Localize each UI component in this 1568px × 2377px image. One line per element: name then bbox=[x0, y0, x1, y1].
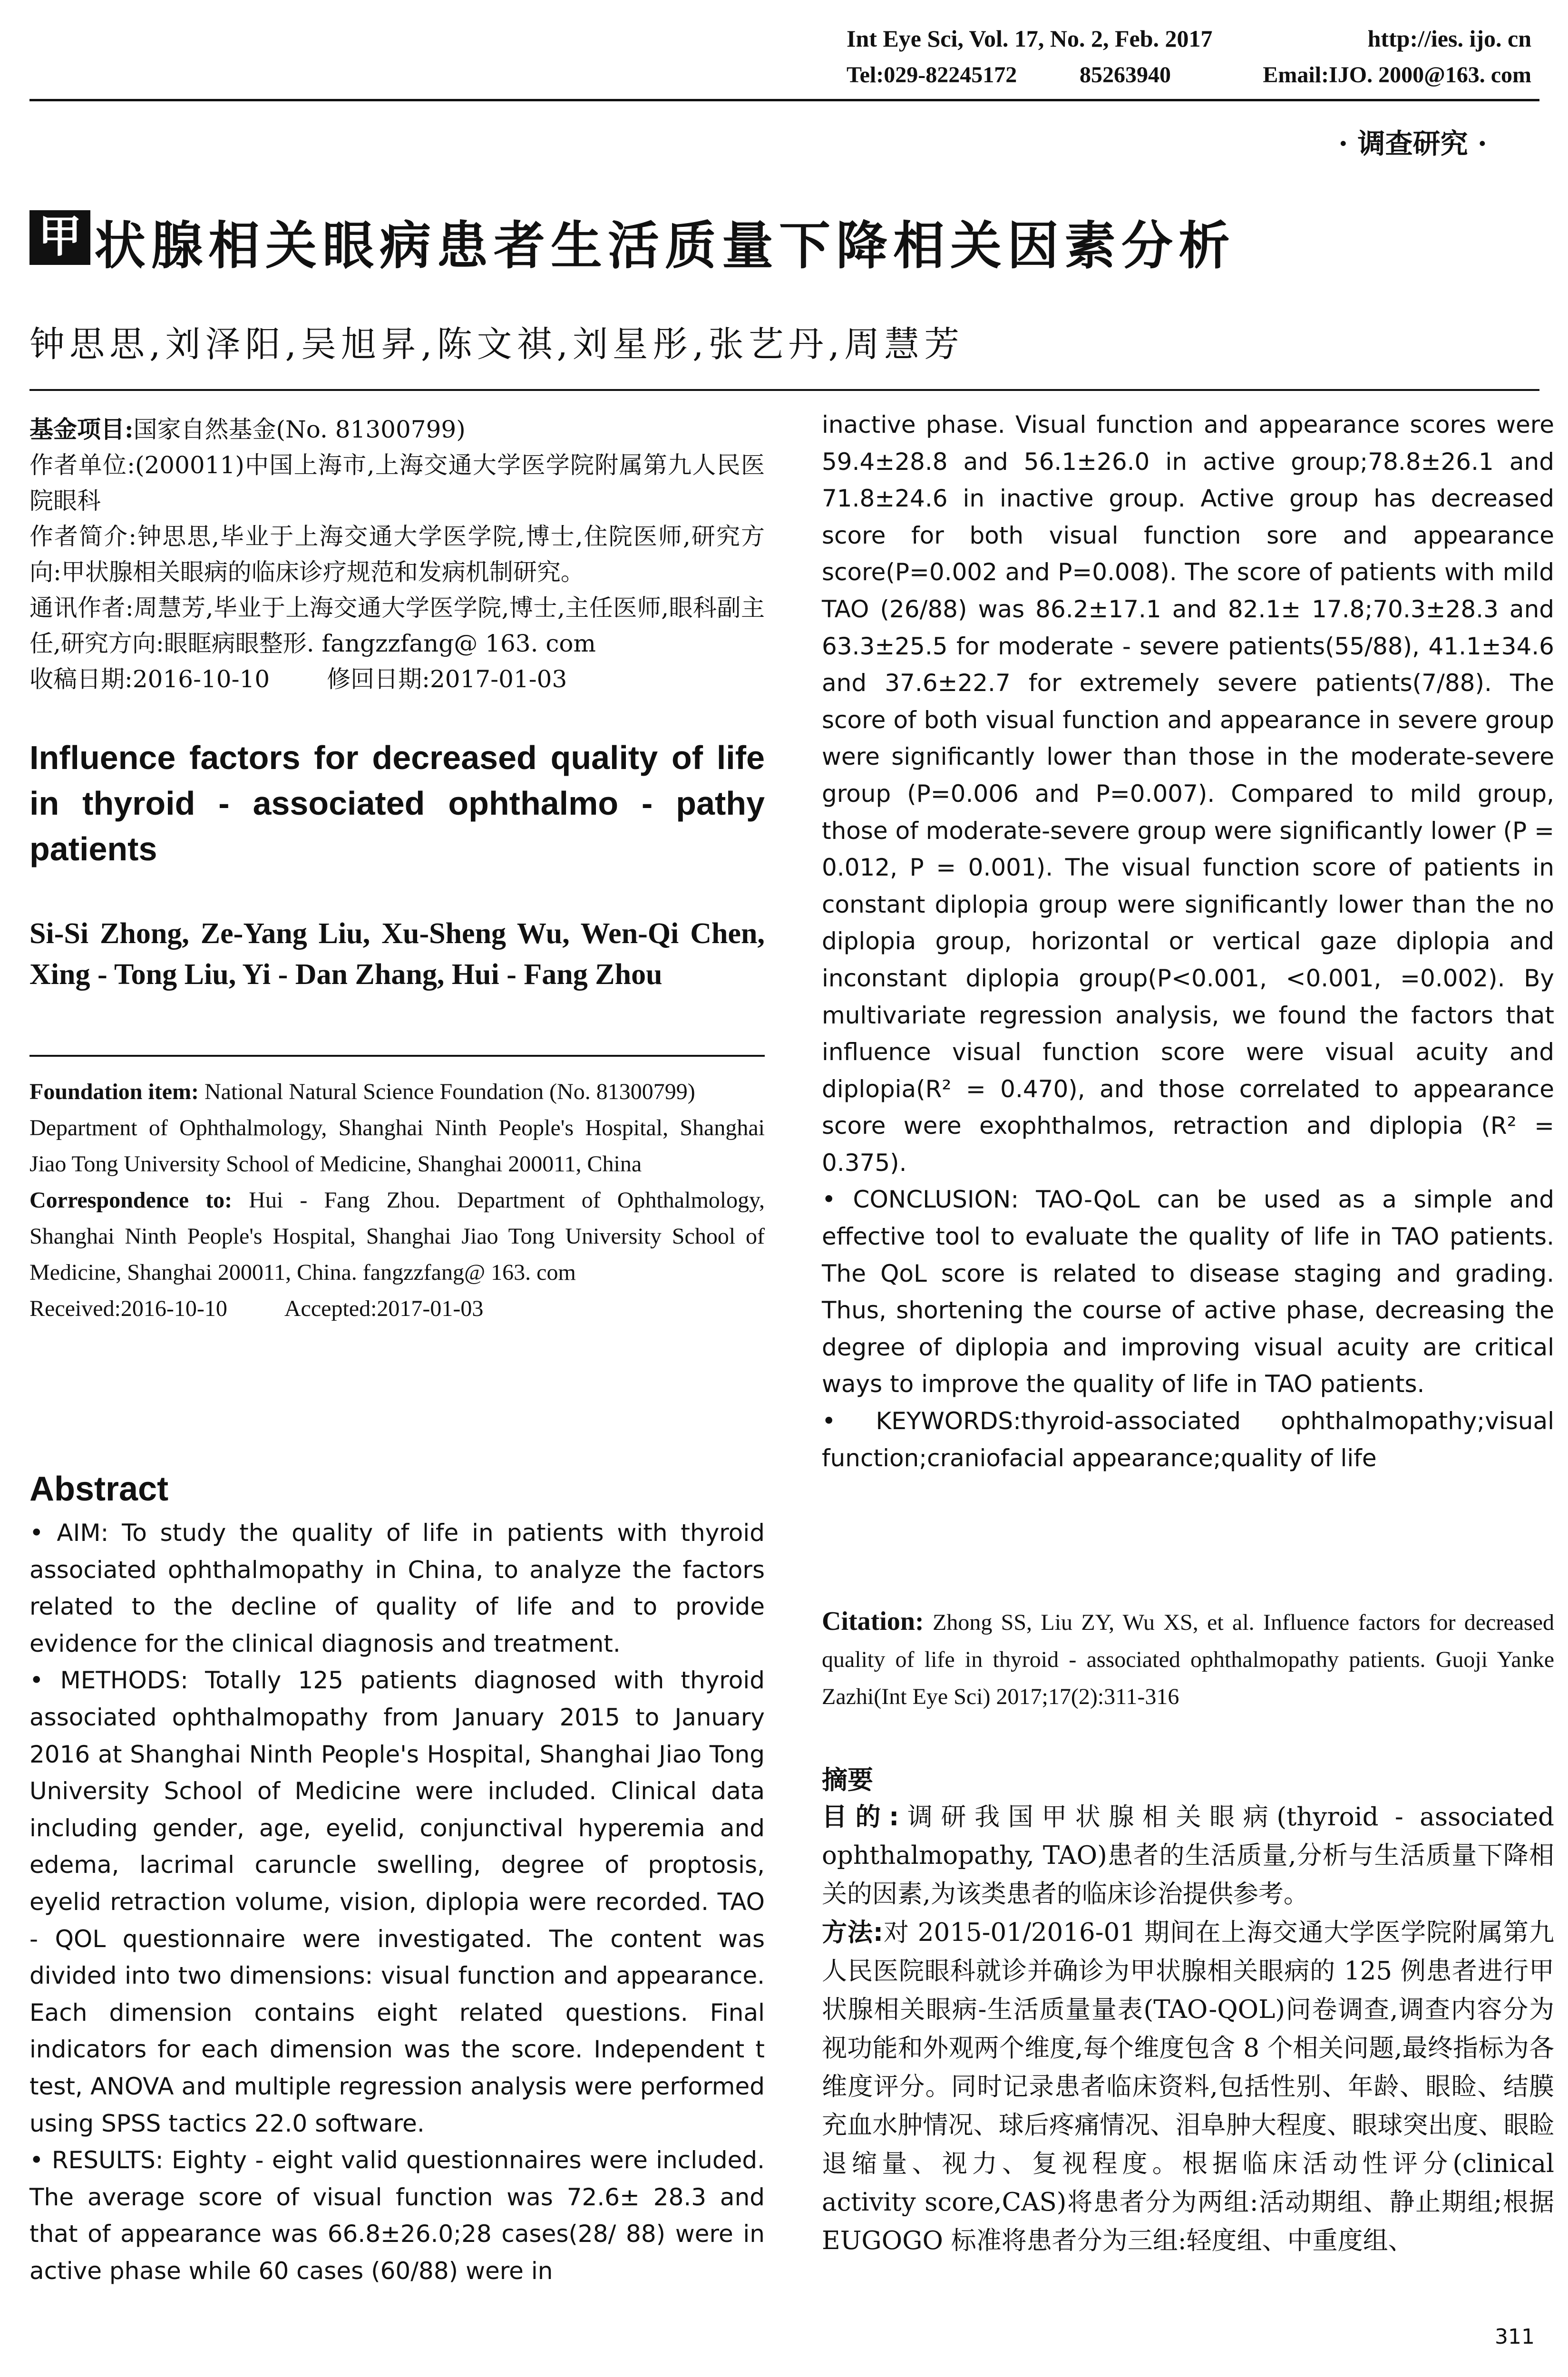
english-authors: Si-Si Zhong, Ze-Yang Liu, Xu-Sheng Wu, Wen-Qi Chen, Xing - Tong Liu, Yi - Dan Zhang, Hui - Fang Zhou bbox=[29, 917, 765, 991]
fund-en bbox=[29, 1074, 765, 1110]
english-authors-rule bbox=[29, 1055, 765, 1057]
abstract-results-cont: inactive phase. Visual function and appearance scores were 59.4±28.8 and 56.1±26.0 in active group;78.8±26.1 and 71.8±24.6 in inactive group. Active group has decreased score for both visual function sore and appearance score(P=0.002 and P=0.008). The score of patients with mild TAO (26/88) was 86.2±17.1 and 82.1± 17.8;70.3±28.3 and 63.3±25.5 for moderate - severe patients(55/88), 41.1±34.6 and 37.6±22.7 for extremely severe patients(7/88). The score of both visual function and appearance in severe group were significantly lower than those in the moderate-severe group (P=0.006 and P=0.007). Compared to mild group, those of moderate-severe group were significantly lower (P = 0.012, P = 0.001). The visual function score of patients in constant diplopia group were significantly lower than the no diplopia group, horizontal or vertical gaze diplopia and inconstant diplopia group(P<0.001, <0.001, =0.002). By multivariate regression analysis, we found the factors that influence visual function score were visual acuity and diplopia(R² = 0.470), and those correlated to appearance score were exophthalmos, retraction and diplopia (R² = 0.375). bbox=[822, 411, 1554, 1177]
corr-zh-label: 通讯作者: bbox=[29, 594, 134, 622]
unit-zh-label: 作者单位: bbox=[29, 451, 135, 479]
fund-zh bbox=[29, 411, 765, 448]
corr-en-label: Correspondence to: bbox=[29, 1188, 233, 1213]
abstract-results-start: • RESULTS: Eighty - eight valid questionnaires were included. The average score of visual function was 72.6± 28.3 and that of appearance was 66.8±26.0;28 cases(28/ 88) were in active phase while 60 cases (60/88) were in bbox=[29, 2146, 765, 2285]
header-rule bbox=[29, 99, 1539, 101]
fund-zh-text: 国家自然基金(No. 81300799) bbox=[133, 416, 466, 443]
header-journal-line bbox=[847, 25, 1531, 52]
page-number: 311 bbox=[1495, 2325, 1535, 2349]
citation-label: Citation: bbox=[822, 1607, 924, 1636]
chinese-author-info bbox=[29, 411, 765, 697]
header-tel: Tel:029-82245172 bbox=[847, 62, 1017, 88]
abstract-keywords: • KEYWORDS:thyroid-associated ophthalmopathy;visual function;craniofacial appearance;quality of life bbox=[822, 1407, 1554, 1472]
abstract-aim: • AIM: To study the quality of life in patients with thyroid associated ophthalmopathy in China, to analyze the factors related to the decline of quality of life and to provide evidence for the clinical diagnosis and treatment. bbox=[29, 1519, 765, 1657]
abstract-heading: Abstract bbox=[29, 1470, 169, 1508]
abstract-right bbox=[822, 407, 1554, 1477]
abstract-methods: • METHODS: Totally 125 patients diagnosed with thyroid associated ophthalmopathy from January 2015 to January 2016 at Shanghai Ninth People's Hospital, Shanghai Jiao Tong University School of Medicine were included. Clinical data including gender, age, eyelid, conjunctival hyperemia and edema, lacrimal caruncle swelling, degree of proptosis, eyelid retraction volume, vision, diplopia were recorded. TAO - QOL questionnaire were investigated. The content was divided into two dimensions: visual function and appearance. Each dimension contains eight related questions. Final indicators for each dimension was the score. Independent t test, ANOVA and multiple regression analysis were performed using SPSS tactics 22.0 software. bbox=[29, 1666, 765, 2137]
corr-zh bbox=[29, 590, 765, 662]
unit-zh-text: (200011)中国上海市,上海交通大学医学院附属第九人民医院眼科 bbox=[29, 451, 765, 515]
zh-aim-text: 调研我国甲状腺相关眼病(thyroid - associated ophthalmopathy, TAO)患者的生活质量,分析与生活质量下降相关的因素,为该类患者的临床诊治提供参考。 bbox=[822, 1802, 1554, 1909]
corr-en-text: Hui - Fang Zhou. Department of Ophthalmology, Shanghai Ninth People's Hospital, Shanghai Jiao Tong University School of Medicine, Shanghai 200011, China. fangzzfang@ 163. com bbox=[29, 1188, 765, 1285]
running-header bbox=[0, 0, 1568, 105]
zh-methods-label: 方法: bbox=[822, 1918, 884, 1947]
journal-url[interactable]: http://ies. ijo. cn bbox=[1367, 25, 1531, 52]
citation-block bbox=[822, 1603, 1554, 1715]
bio-zh-text: 钟思思,毕业于上海交通大学医学院,博士,住院医师,研究方向:甲状腺相关眼病的临床诊疗规范和发病机制研究。 bbox=[29, 523, 765, 586]
zh-aim bbox=[822, 1798, 1554, 1913]
fund-zh-label: 基金项目: bbox=[29, 415, 134, 443]
authors-chinese: 钟思思,刘泽阳,吴旭昇,陈文祺,刘星彤,张艺丹,周慧芳 bbox=[29, 324, 964, 365]
abstract-conclusion: • CONCLUSION: TAO-QoL can be used as a simple and effective tool to evaluate the quality of life in TAO patients. The QoL score is related to disease staging and grading. Thus, shortening the course of active phase, decreasing the degree of diplopia and improving visual acuity are critical ways to improve the quality of life in TAO patients. bbox=[822, 1186, 1554, 1398]
bio-zh-label: 作者简介: bbox=[29, 523, 137, 550]
abstract-left bbox=[29, 1515, 765, 2289]
corr-zh-text: 周慧芳,毕业于上海交通大学医学院,博士,主任医师,眼科副主任,研究方向:眼眶病眼整形. fangzzfang@ 163. com bbox=[29, 594, 765, 657]
journal-citation: Int Eye Sci, Vol. 17, No. 2, Feb. 2017 bbox=[847, 25, 1213, 52]
chinese-abstract bbox=[822, 1798, 1554, 2260]
zh-methods bbox=[822, 1913, 1554, 2260]
header-email[interactable]: Email:IJO. 2000@163. com bbox=[1263, 62, 1531, 88]
page-title: 状腺相关眼病患者生活质量下降相关因素分析 bbox=[94, 216, 1236, 276]
received-zh: 收稿日期:2016-10-10 bbox=[29, 665, 270, 693]
unit-zh bbox=[29, 448, 765, 519]
dates-en bbox=[29, 1291, 765, 1327]
section-label: · 调查研究 · bbox=[1338, 127, 1487, 160]
fund-en-label: Foundation item: bbox=[29, 1079, 199, 1104]
title-first-char-box: 甲 bbox=[29, 210, 90, 265]
citation-text: Zhong SS, Liu ZY, Wu XS, et al. Influence factors for decreased quality of life in thyroid - associated ophthalmopathy patients. Guoji Yanke Zazhi(Int Eye Sci) 2017;17(2):311-316 bbox=[822, 1610, 1554, 1709]
fund-en-text: National Natural Science Foundation (No. 81300799) bbox=[205, 1079, 695, 1104]
header-tel-2: 85263940 bbox=[1080, 62, 1171, 88]
english-author-info bbox=[29, 1074, 765, 1327]
bio-zh bbox=[29, 519, 765, 590]
english-title: Influence factors for decreased quality of life in thyroid - associated ophthalmo - pathy patients bbox=[29, 739, 765, 867]
dept-en: Department of Ophthalmology, Shanghai Ninth People's Hospital, Shanghai Jiao Tong University School of Medicine, Shanghai 200011, China bbox=[29, 1115, 765, 1177]
dates-zh bbox=[29, 662, 765, 697]
zh-aim-label: 目的: bbox=[822, 1802, 899, 1831]
received-en: Received:2016-10-10 bbox=[29, 1296, 227, 1321]
corr-en bbox=[29, 1182, 765, 1291]
zh-methods-text: 对 2015-01/2016-01 期间在上海交通大学医学院附属第九人民医院眼科就诊并确诊为甲状腺相关眼病的 125 例患者进行甲状腺相关眼病-生活质量量表(TAO-QOL)问卷调查,调查内容分为视功能和外观两个维度,每个维度包含 8 个相关问题,最终指标为各维度评分。同时记录患者临床资料,包括性别、年龄、眼睑、结膜充血水肿情况、球后疼痛情况、泪阜肿大程度、眼球突出度、眼睑退缩量、视力、复视程度。根据临床活动性评分(clinical activity score,CAS)将患者分为两组:活动期组、静止期组;根据 EUGOGO 标准将患者分为三组:轻度组、中重度组、 bbox=[822, 1918, 1555, 2255]
header-contact-line bbox=[847, 62, 1531, 88]
chinese-abstract-heading: 摘要 bbox=[822, 1765, 873, 1795]
accepted-en: Accepted:2017-01-03 bbox=[284, 1296, 484, 1321]
title-rule bbox=[29, 389, 1539, 391]
revised-zh: 修回日期:2017-01-03 bbox=[327, 665, 567, 693]
